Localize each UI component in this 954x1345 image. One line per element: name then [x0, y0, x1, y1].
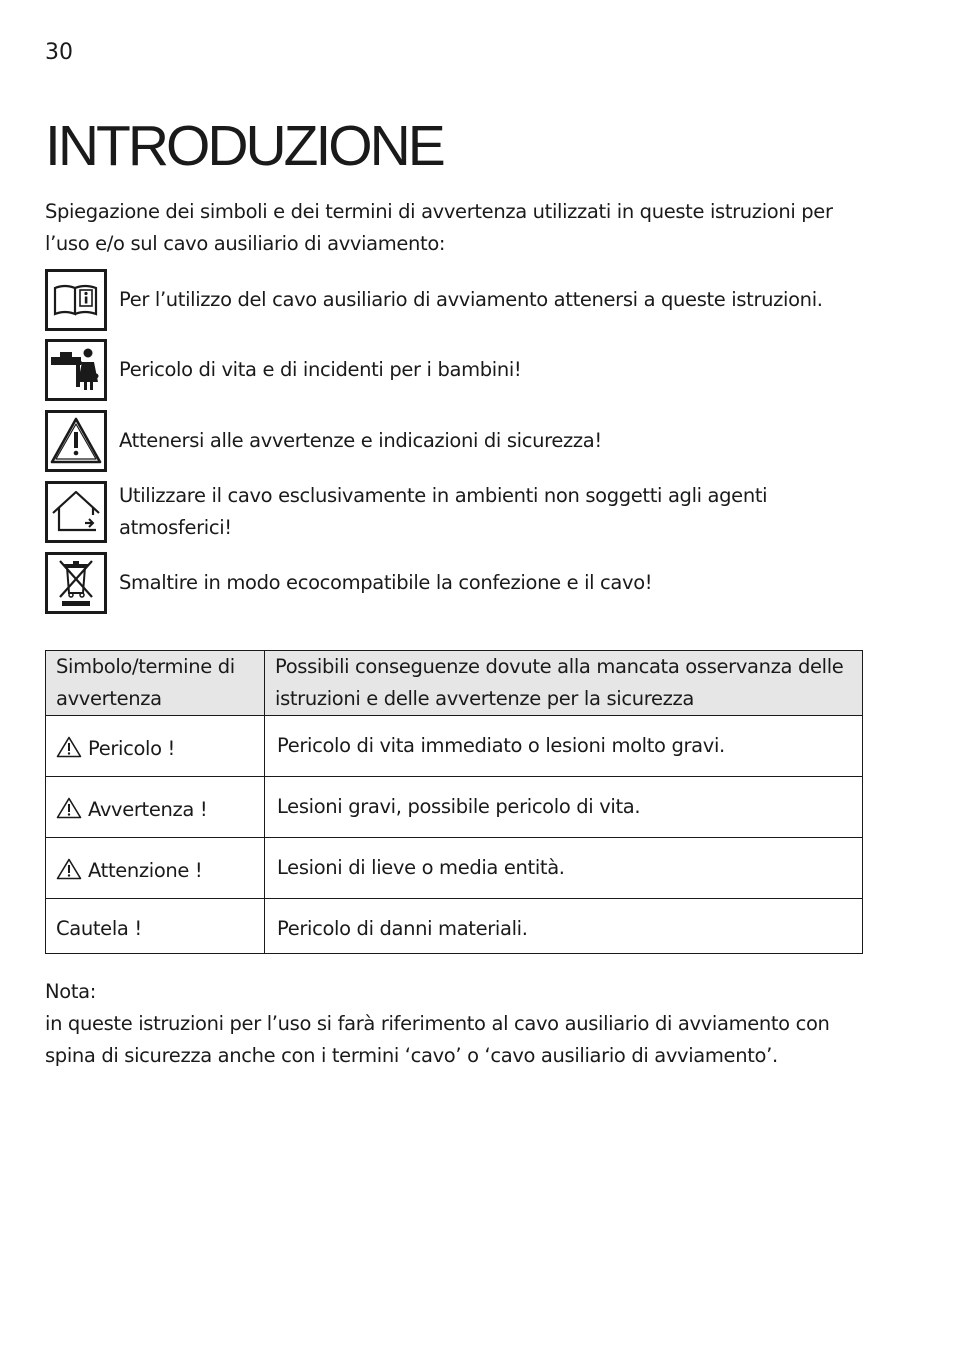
table-cell-consequence: Lesioni gravi, possibile pericolo di vita.: [265, 777, 863, 838]
table-row: [46, 838, 863, 899]
note-label: Nota:: [45, 980, 96, 1003]
term-label: Attenzione !: [88, 859, 203, 882]
child-danger-icon: [45, 339, 107, 401]
term-label: Pericolo !: [88, 737, 176, 760]
symbol-row-warning: [45, 410, 885, 472]
table-cell-term: [46, 716, 265, 777]
symbol-text: Utilizzare il cavo esclusivamente in ambienti non soggetti agli agenti atmosferici!: [119, 484, 768, 539]
warning-triangle-icon: [56, 858, 82, 880]
symbol-row-disposal: [45, 552, 885, 614]
intro-paragraph: Spiegazione dei simboli e dei termini di avvertenza utilizzati in queste istruzioni per l’uso e/o sul cavo ausiliario di avviamento:: [45, 200, 833, 255]
symbol-row-manual: [45, 269, 885, 331]
table-header-row: [46, 651, 863, 716]
term-label: Avvertenza !: [88, 798, 208, 821]
note-text: in queste istruzioni per l’uso si farà riferimento al cavo ausiliario di avviamento con spina di sicurezza anche con i termini ‘cavo’ o ‘cavo ausiliario di avviamento’.: [45, 1012, 830, 1067]
symbol-text: Smaltire in modo ecocompatibile la confezione e il cavo!: [119, 571, 653, 594]
table-row: [46, 777, 863, 838]
term-label: Cautela !: [56, 917, 142, 940]
symbol-row-indoor: [45, 481, 885, 543]
warning-triangle-icon: [45, 410, 107, 472]
symbol-text: Attenersi alle avvertenze e indicazioni di sicurezza!: [119, 429, 602, 452]
table-header-cell: Simbolo/termine di avvertenza: [46, 651, 265, 716]
table-cell-consequence: Lesioni di lieve o media entità.: [265, 838, 863, 899]
indoor-house-icon: [45, 481, 107, 543]
table-cell-term: [46, 899, 265, 954]
page-number: 30: [45, 40, 73, 65]
symbol-row-child: [45, 339, 885, 401]
manual-info-icon: [45, 269, 107, 331]
note-block: [45, 976, 885, 1072]
table-cell-consequence: Pericolo di danni materiali.: [265, 899, 863, 954]
table-cell-consequence: Pericolo di vita immediato o lesioni molto gravi.: [265, 716, 863, 777]
warning-terms-table: [45, 650, 863, 954]
table-header-cell: Possibili conseguenze dovute alla mancata osservanza delle istruzioni e delle avvertenze per la sicurezza: [265, 651, 863, 716]
table-row: [46, 899, 863, 954]
crossed-bin-icon: [45, 552, 107, 614]
warning-triangle-icon: [56, 736, 82, 758]
symbol-text: Per l’utilizzo del cavo ausiliario di avviamento attenersi a queste istruzioni.: [119, 288, 823, 311]
table-cell-term: [46, 777, 265, 838]
table-row: [46, 716, 863, 777]
page-title: INTRODUZIONE: [45, 114, 443, 178]
table-cell-term: [46, 838, 265, 899]
warning-triangle-icon: [56, 797, 82, 819]
symbol-text: Pericolo di vita e di incidenti per i bambini!: [119, 358, 522, 381]
